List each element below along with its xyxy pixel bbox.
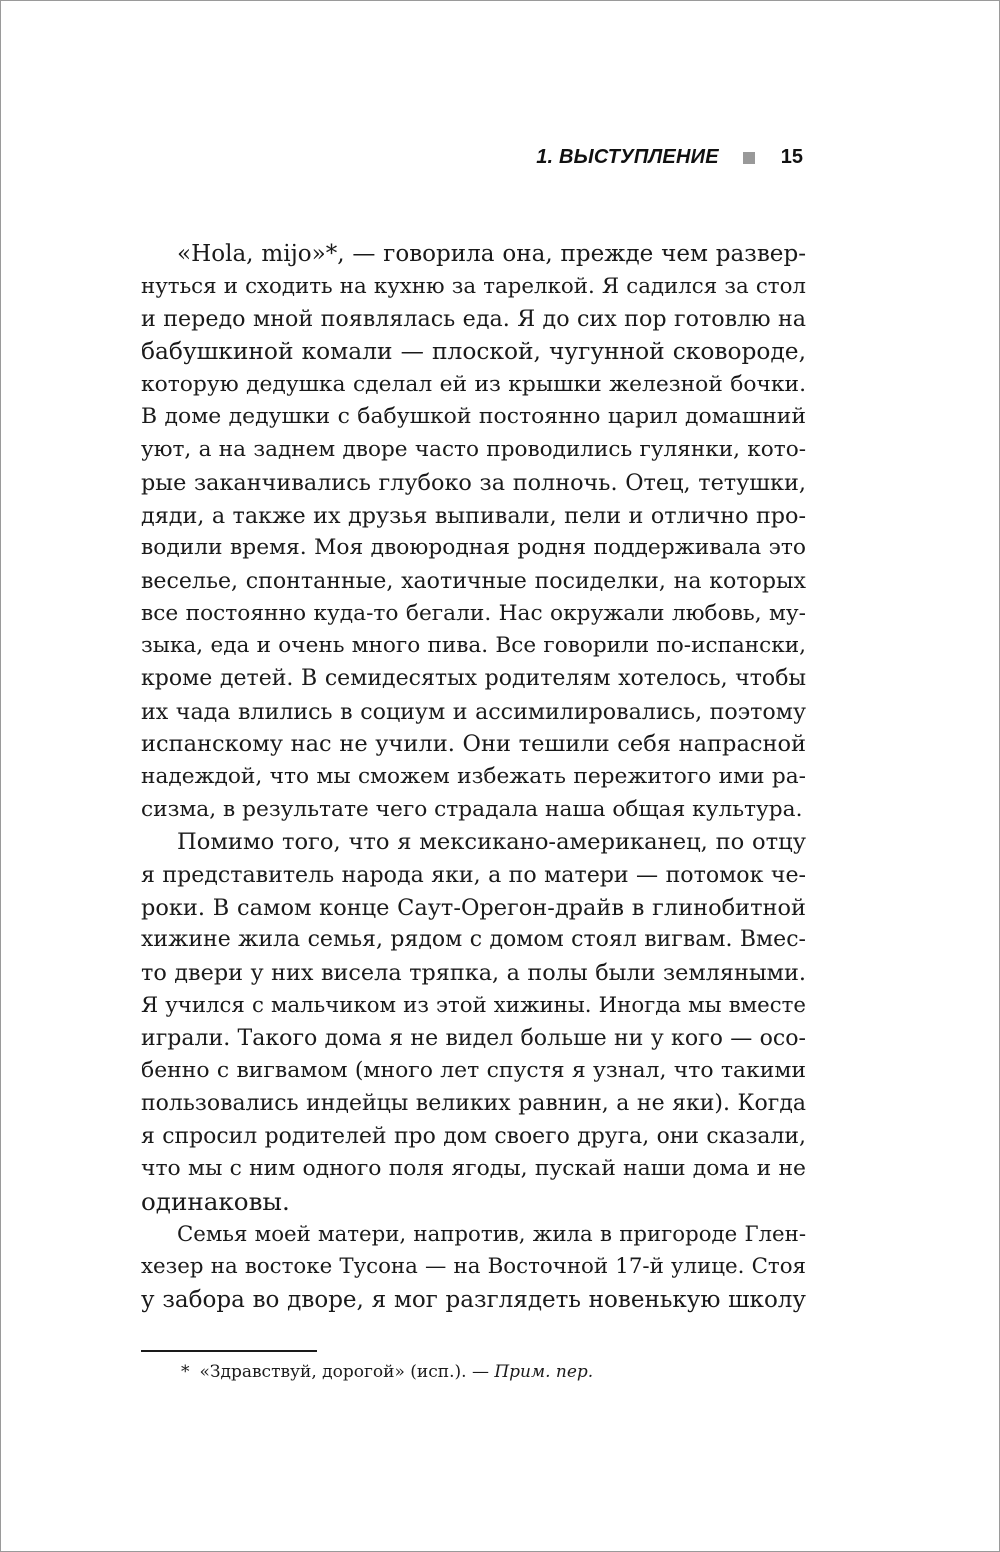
running-head — [536, 146, 803, 169]
text-line: хезер на востоке Тусона — на Восточной 17-й улице. Стоя — [141, 1254, 806, 1280]
text-line: испанскому нас не учили. Они тешили себя напрасной — [141, 731, 806, 758]
translator-note: Прим. пер. — [494, 1362, 594, 1382]
text-line: которую дедушка сделал ей из крышки железной бочки. — [141, 371, 806, 397]
text-line: бенно с вигвамом (много лет спустя я узнал, что такими — [141, 1058, 806, 1084]
chapter-title: 1. ВЫСТУПЛЕНИЕ — [536, 146, 719, 168]
body-text — [141, 238, 806, 1317]
text-line: дяди, а также их друзья выпивали, пели и отлично про- — [141, 502, 806, 529]
text-line: веселье, спонтанные, хаотичные посиделки, на которых — [141, 567, 806, 594]
text-line: роки. В самом конце Саут-Орегон-драйв в глинобитной — [141, 894, 806, 921]
footnote — [181, 1360, 593, 1384]
text-line: нуться и сходить на кухню за тарелкой. Я садился за стол — [141, 273, 806, 299]
text-line: я представитель народа яки, а по матери — потомок че- — [141, 862, 806, 889]
footnote-divider — [141, 1350, 317, 1352]
footnote-mark: * — [181, 1362, 190, 1382]
text-line: хижине жила семья, рядом с домом стоял вигвам. Вмес- — [141, 927, 806, 953]
text-line: что мы с ним одного поля ягоды, пускай наши дома и не — [141, 1156, 806, 1182]
text-line: «Hola, mijo»*, — говорила она, прежде чем развер- — [177, 241, 806, 267]
page-number: 15 — [780, 146, 803, 168]
text-line: Помимо того, что я мексикано-американец, по отцу — [177, 829, 806, 856]
text-line: играли. Такого дома я не видел больше ни у кого — осо- — [141, 1025, 806, 1051]
text-line: рые заканчивались глубоко за полночь. Отец, тетушки, — [141, 469, 806, 496]
text-line: их чада влились в социум и ассимилировались, поэтому — [141, 698, 806, 725]
separator-square-icon — [743, 152, 755, 164]
text-line: у забора во дворе, я мог разглядеть новенькую школу — [141, 1287, 806, 1313]
text-line: сизма, в результате чего страдала наша общая культура. — [141, 796, 803, 822]
text-line: надеждой, что мы сможем избежать пережитого ими ра- — [141, 764, 806, 789]
text-line: я спросил родителей про дом своего друга, они сказали, — [141, 1123, 806, 1149]
text-line: бабушкиной комали — плоской, чугунной сковороде, — [141, 338, 806, 366]
text-line: все постоянно куда-то бегали. Нас окружали любовь, му- — [141, 600, 806, 626]
text-line: Я учился с мальчиком из этой хижины. Иногда мы вместе — [141, 992, 806, 1018]
text-line: Семья моей матери, напротив, жила в пригороде Глен- — [177, 1221, 806, 1247]
text-line: пользовались индейцы великих равнин, а не яки). Когда — [141, 1090, 806, 1116]
text-line: В доме дедушки с бабушкой постоянно царил домашний — [141, 404, 806, 430]
text-line: уют, а на заднем дворе часто проводились гулянки, кото- — [141, 437, 806, 463]
text-line: одинаковы. — [141, 1186, 290, 1216]
text-line: и передо мной появлялась еда. Я до сих пор готовлю на — [141, 306, 806, 333]
text-line: водили время. Моя двоюродная родня поддерживала это — [141, 535, 806, 561]
footnote-text: «Здравствуй, дорогой» (исп.). — — [199, 1362, 495, 1382]
text-line: то двери у них висела тряпка, а полы были земляными. — [141, 960, 806, 987]
text-line: зыка, еда и очень много пива. Все говорили по-испански, — [141, 633, 806, 659]
text-line: кроме детей. В семидесятых родителям хотелось, чтобы — [141, 665, 806, 691]
